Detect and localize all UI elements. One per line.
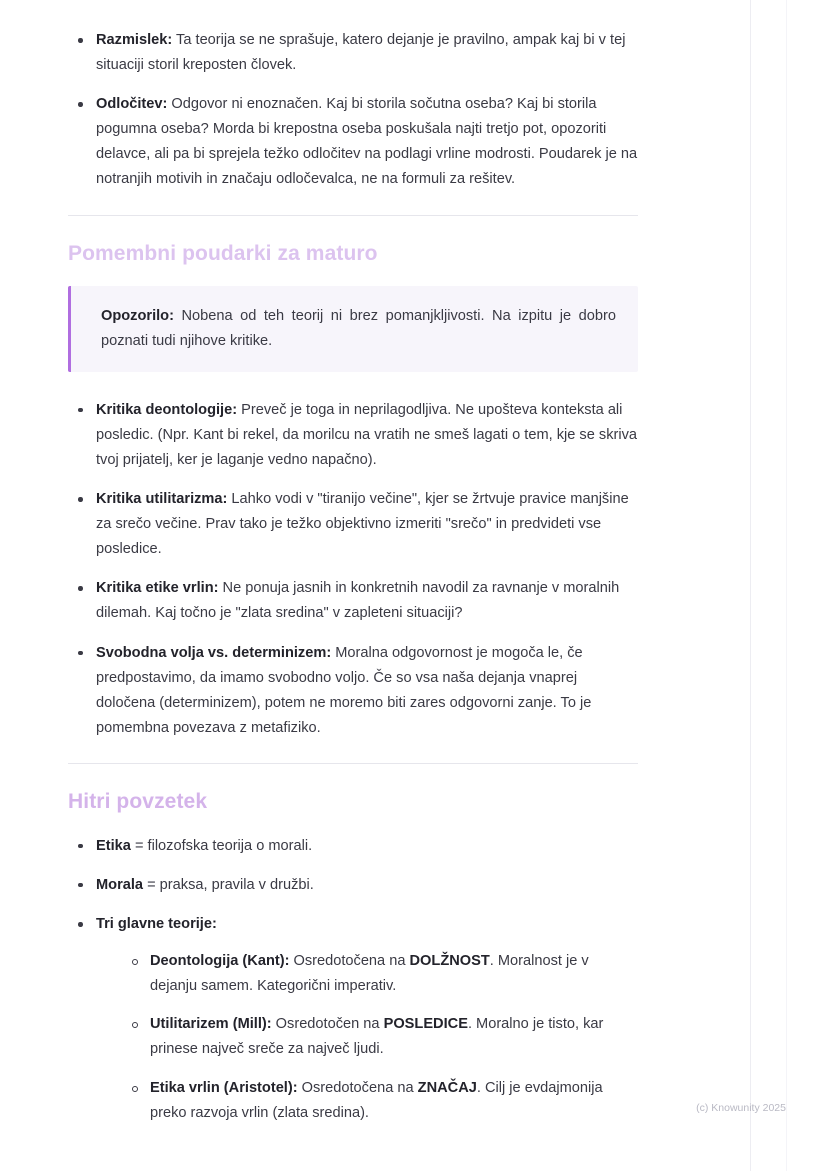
sub-item-text-before: Osredotočen na xyxy=(271,1016,384,1033)
list-item xyxy=(68,487,638,562)
list-item-text: = filozofska teorija o morali. xyxy=(130,837,313,854)
sub-item-text-after: . Cilj je evdajmonija preko razvoja vrlin (zlata sredina). xyxy=(150,1079,603,1121)
list-item-label: Etika xyxy=(96,837,131,854)
list-item xyxy=(122,949,638,999)
sub-item-label: Etika vrlin (Aristotel): xyxy=(150,1079,298,1096)
list-item-label: Odločitev: xyxy=(96,96,168,113)
section-title-hitri-povzetek: Hitri povzetek xyxy=(68,789,208,813)
sub-item-text-before: Osredotočena na xyxy=(289,953,410,970)
list-item-text: Lahko vodi v "tiranijo večine", kjer se žrtvuje pravice manjšine za srečo večine. Prav tako je težko objektivno izmeriti "srečo" in predvideti vse posledice. xyxy=(96,491,629,558)
list-item xyxy=(68,28,638,78)
section-divider xyxy=(68,763,638,764)
sub-item-label: Deontologija (Kant): xyxy=(150,953,290,970)
list-item xyxy=(68,398,638,473)
callout-body: Nobena od teh teorij ni brez pomanjkljivosti. Na izpitu je dobro poznati tudi njihove kritike. xyxy=(101,307,616,349)
list-item-text: Ta teorija se ne sprašuje, katero dejanje je pravilno, ampak kaj bi v tej situaciji storil kreposten človek. xyxy=(96,32,626,74)
page-edge-rule xyxy=(750,0,751,1171)
intro-bullet-list xyxy=(68,28,638,193)
list-item-label: Kritika utilitarizma: xyxy=(96,491,228,508)
section-title-pomembni-poudarki: Pomembni poudarki za maturo xyxy=(68,241,378,265)
teorije-sub-bullet-list xyxy=(96,949,638,1126)
list-item-label: Morala xyxy=(96,876,144,893)
sub-item-emphasis: POSLEDICE xyxy=(383,1016,468,1033)
povzetek-bullet-list xyxy=(68,834,638,1126)
kritike-bullet-list xyxy=(68,398,638,741)
callout-label: Opozorilo: xyxy=(101,307,174,324)
list-item-text: Preveč je toga in neprilagodljiva. Ne upošteva konteksta ali posledic. (Npr. Kant bi rekel, da morilcu na vratih ne smeš lagati o tem, kje se skriva tvoj prijatelj, ker je laganje vedno napačno). xyxy=(96,401,638,468)
list-item-text: Ne ponuja jasnih in konkretnih navodil za ravnanje v moralnih dilemah. Kaj točno je "zlata sredina" v zapleteni situaciji? xyxy=(96,580,620,622)
list-item-text: Moralna odgovornost je mogoča le, če predpostavimo, da imamo svobodno voljo. Če so vsa naša dejanja vnaprej določena (determinizem), potem ne moremo biti zares odgovorni zanje. To je pomembna povezava z metafiziko. xyxy=(96,644,592,736)
sub-item-emphasis: ZNAČAJ xyxy=(417,1079,477,1096)
section-divider xyxy=(68,215,638,216)
list-item xyxy=(68,576,638,626)
list-item-text: Odgovor ni enoznačen. Kaj bi storila sočutna oseba? Kaj bi storila pogumna oseba? Morda bi krepostna oseba poskušala najti tretjo pot, opozoriti delavce, ali pa bi sprejela težko odločitev na podlagi vrline modrosti. Poudarek je na notranjih motivih in značaju odločevalca, ne na formuli za rešitev. xyxy=(96,96,638,188)
list-item xyxy=(68,92,638,192)
list-item-label: Svobodna volja vs. determinizem: xyxy=(96,644,332,661)
list-item xyxy=(68,641,638,741)
list-item xyxy=(122,1012,638,1062)
list-item xyxy=(122,1076,638,1126)
callout-text xyxy=(101,304,616,354)
sub-item-text-before: Osredotočena na xyxy=(297,1079,418,1096)
sub-item-text-after: . Moralno je tisto, kar prinese največ sreče za največ ljudi. xyxy=(150,1016,604,1058)
list-item-label: Kritika etike vrlin: xyxy=(96,580,219,597)
sub-item-emphasis: DOLŽNOST xyxy=(409,953,490,970)
list-item-label: Razmislek: xyxy=(96,32,173,48)
list-item-label: Tri glavne teorije: xyxy=(96,916,217,933)
copyright-footer: (c) Knowunity 2025 xyxy=(696,1102,786,1114)
page-edge-rule-secondary xyxy=(786,0,787,1171)
warning-callout xyxy=(68,286,638,372)
list-item xyxy=(68,912,638,1126)
list-item xyxy=(68,873,638,898)
list-item xyxy=(68,834,638,859)
sub-item-label: Utilitarizem (Mill): xyxy=(150,1016,272,1033)
list-item-text: = praksa, pravila v družbi. xyxy=(143,876,314,893)
list-item-label: Kritika deontologije: xyxy=(96,401,238,418)
sub-item-text-after: . Moralnost je v dejanju samem. Kategorični imperativ. xyxy=(150,953,589,995)
document-content xyxy=(68,28,638,1140)
